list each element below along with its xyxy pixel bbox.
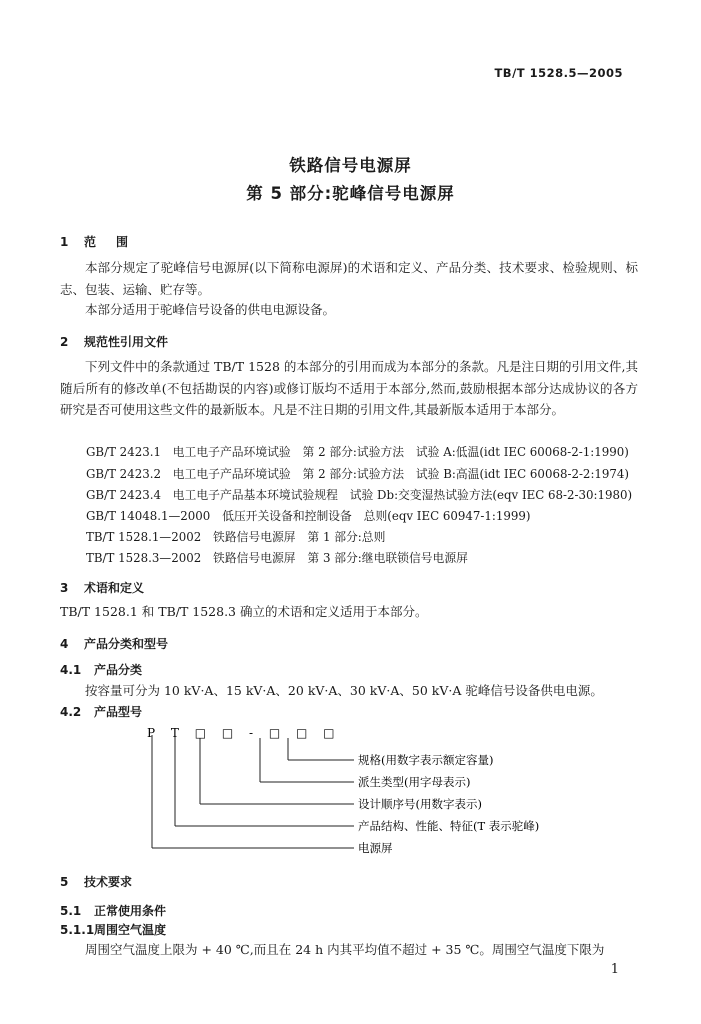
section-1-paragraph-1: 本部分规定了驼峰信号电源屏(以下简称电源屏)的术语和定义、产品分类、技术要求、检验规则、标志、包装、运输、贮存等。 xyxy=(60,260,638,297)
section-4-1-heading: 4.1 产品分类 xyxy=(60,663,143,677)
section-1-paragraph-2: 本部分适用于驼峰信号设备的供电电源设备。 xyxy=(85,302,336,317)
section-4-2-heading: 4.2 产品型号 xyxy=(60,705,143,719)
reference-item: GB/T 14048.1—2000 低压开关设备和控制设备 总则(eqv IEC 60947-1:1999) xyxy=(86,509,531,523)
page-number: 1 xyxy=(610,962,619,977)
section-1-heading: 1 范 围 xyxy=(60,235,133,249)
reference-item: TB/T 1528.3—2002 铁路信号电源屏 第 3 部分:继电联锁信号电源屏 xyxy=(86,551,468,565)
reference-item: GB/T 2423.2 电工电子产品环境试验 第 2 部分:试验方法 试验 B:高温(idt IEC 60068-2-2:1974) xyxy=(86,467,630,481)
section-5-1-heading: 5.1 正常使用条件 xyxy=(60,904,167,918)
reference-item: GB/T 2423.4 电工电子产品基本环境试验规程 试验 Db:交变湿热试验方法(eqv IEC 68-2-30:1980) xyxy=(86,488,633,502)
model-label-derived-type: 派生类型(用字母表示) xyxy=(358,775,471,789)
section-2-paragraph: 下列文件中的条款通过 TB/T 1528 的本部分的引用而成为本部分的条款。凡是注日期的引用文件,其随后所有的修改单(不包括勘误的内容)或修订版均不适用于本部分,然而,鼓励根据本部分达成协议的各方研究是否可使用这些文件的最新版本。凡是不注日期的引用文件,其最新版本适用于本部分。 xyxy=(60,359,638,417)
model-code: P T □ □ - □ □ □ xyxy=(147,726,341,740)
reference-item: TB/T 1528.1—2002 铁路信号电源屏 第 1 部分:总则 xyxy=(86,530,386,544)
model-label-structure: 产品结构、性能、特征(T 表示驼峰) xyxy=(358,819,540,833)
standard-code: TB/T 1528.5—2005 xyxy=(494,66,623,80)
section-4-1-paragraph: 按容量可分为 10 kV·A、15 kV·A、20 kV·A、30 kV·A、50 kV·A 驼峰信号设备供电电源。 xyxy=(85,683,603,698)
section-5-1-1-heading: 5.1.1周围空气温度 xyxy=(60,923,167,937)
document-title: 铁路信号电源屏 xyxy=(289,156,412,175)
section-5-heading: 5 技术要求 xyxy=(60,875,133,889)
model-label-power-screen: 电源屏 xyxy=(358,841,393,855)
section-3-heading: 3 术语和定义 xyxy=(60,581,145,595)
document-subtitle: 第 5 部分:驼峰信号电源屏 xyxy=(246,184,455,203)
model-label-spec: 规格(用数字表示额定容量) xyxy=(358,753,494,767)
reference-item: GB/T 2423.1 电工电子产品环境试验 第 2 部分:试验方法 试验 A:低温(idt IEC 60068-2-1:1990) xyxy=(86,445,629,459)
section-4-heading: 4 产品分类和型号 xyxy=(60,637,169,651)
section-2-heading: 2 规范性引用文件 xyxy=(60,335,169,349)
model-label-design-seq: 设计顺序号(用数字表示) xyxy=(358,797,482,811)
section-3-paragraph: TB/T 1528.1 和 TB/T 1528.3 确立的术语和定义适用于本部分。 xyxy=(60,604,428,619)
section-5-1-1-paragraph: 周围空气温度上限为 + 40 ℃,而且在 24 h 内其平均值不超过 + 35 ℃。周围空气温度下限为 xyxy=(85,942,605,957)
